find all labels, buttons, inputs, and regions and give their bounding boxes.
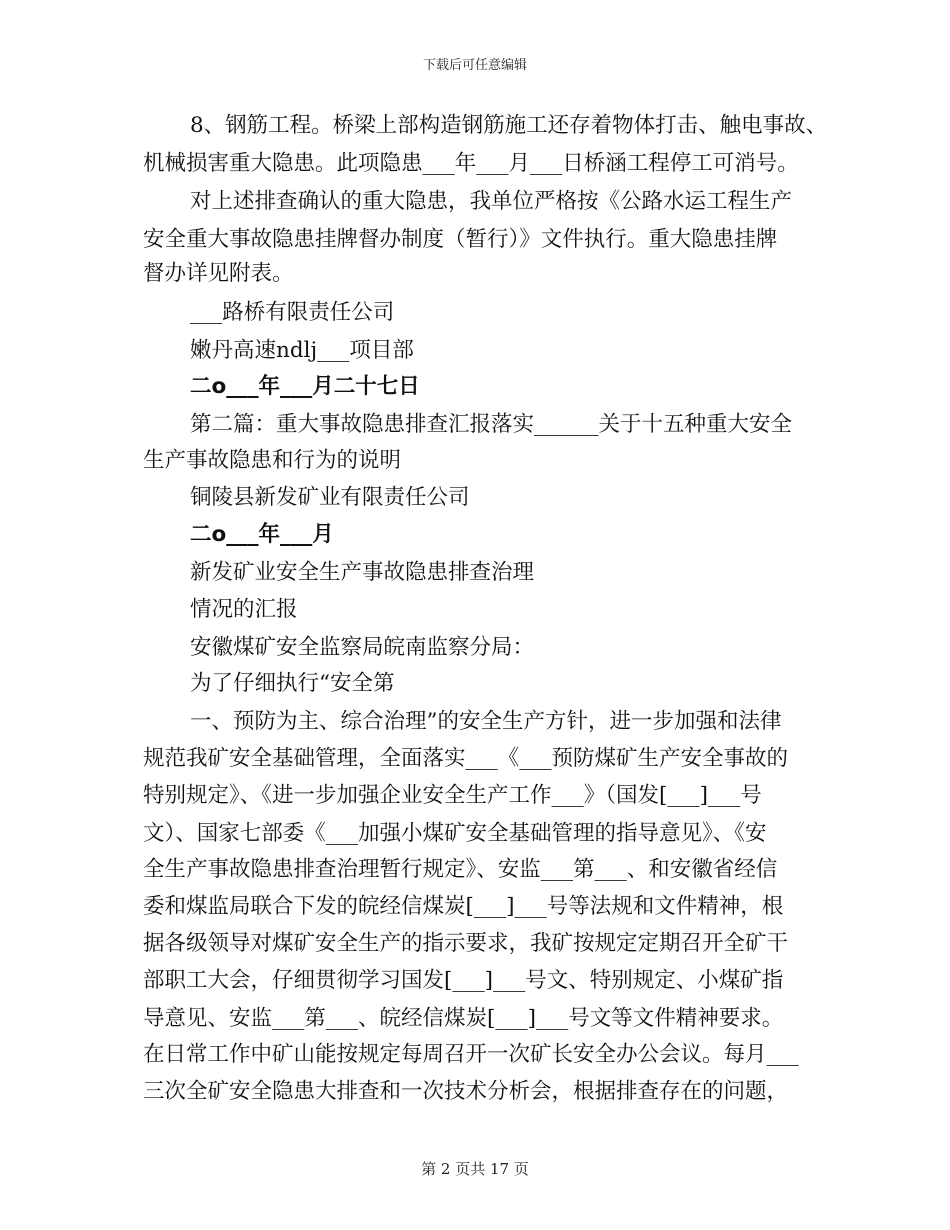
company-name: 铜陵县新发矿业有限责任公司 [190,485,470,510]
paragraph-line: 据各级领导对煤矿安全生产的指示要求，我矿按规定定期召开全矿干 [143,931,789,956]
paragraph-line: 一、预防为主、综合治理”的安全生产方针，进一步加强和法律 [190,709,782,734]
paragraph-line: 对上述排查确认的重大隐患，我单位严格按《公路水运工程生产 [190,189,793,214]
paragraph-line: 督办详见附表。 [143,261,294,286]
date-line: 二o___年___月 [190,522,334,547]
paragraph-line: 三次全矿安全隐患大排查和一次技术分析会，根据排查存在的问题， [143,1079,789,1104]
paragraph-line: 安全重大事故隐患挂牌督办制度（暂行）》文件执行。重大隐患挂牌 [143,227,778,252]
paragraph-line: 部职工大会，仔细贯彻学习国发[___]___号文、特别规定、小煤矿指 [143,968,784,993]
date-line: 二o___年___月二十七日 [190,374,420,399]
paragraph-line: 委和煤监局联合下发的皖经信煤炭[___]___号等法规和文件精神，根 [143,894,784,919]
section-title: 第二篇：重大事故隐患排查汇报落实______关于十五种重大安全 [190,412,793,437]
paragraph-line: 特别规定》、《进一步加强企业安全生产工作___》（国发[___]___号 [143,783,762,808]
company-name: ___路桥有限责任公司 [190,300,395,325]
paragraph-line: 8、钢筋工程。桥梁上部构造钢筋施工还存着物体打击、触电事故、 [190,113,828,138]
section-title-cont: 生产事故隐患和行为的说明 [143,448,402,473]
paragraph-line: 机械损害重大隐患。此项隐患___年___月___日桥涵工程停工可消号。 [143,151,799,176]
paragraph-line: 全生产事故隐患排查治理暂行规定》、安监___第___、和安徽省经信 [143,857,778,882]
addressee: 安徽煤矿安全监察局皖南监察分局： [190,635,535,660]
paragraph-line: 规范我矿安全基础管理，全面落实___《___预防煤矿生产安全事故的 [143,746,789,771]
page-header: 下载后可任意编辑 [422,58,527,73]
paragraph-line: 导意见、安监___第___、皖经信煤炭[___]___号文等文件精神要求。 [143,1006,784,1031]
project-dept: 嫩丹高速ndlj___项目部 [190,338,414,363]
paragraph-line: 为了仔细执行“安全第 [190,671,395,696]
page-footer: 第 2 页共 17 页 [421,1160,529,1178]
report-title: 新发矿业安全生产事故隐患排查治理 [190,560,535,585]
paragraph-line: 在日常工作中矿山能按规定每周召开一次矿长安全办公会议。每月___ [143,1042,799,1067]
report-title-cont: 情况的汇报 [190,597,298,622]
paragraph-line: 文）、国家七部委《___加强小煤矿安全基础管理的指导意见》、《安 [143,821,767,846]
